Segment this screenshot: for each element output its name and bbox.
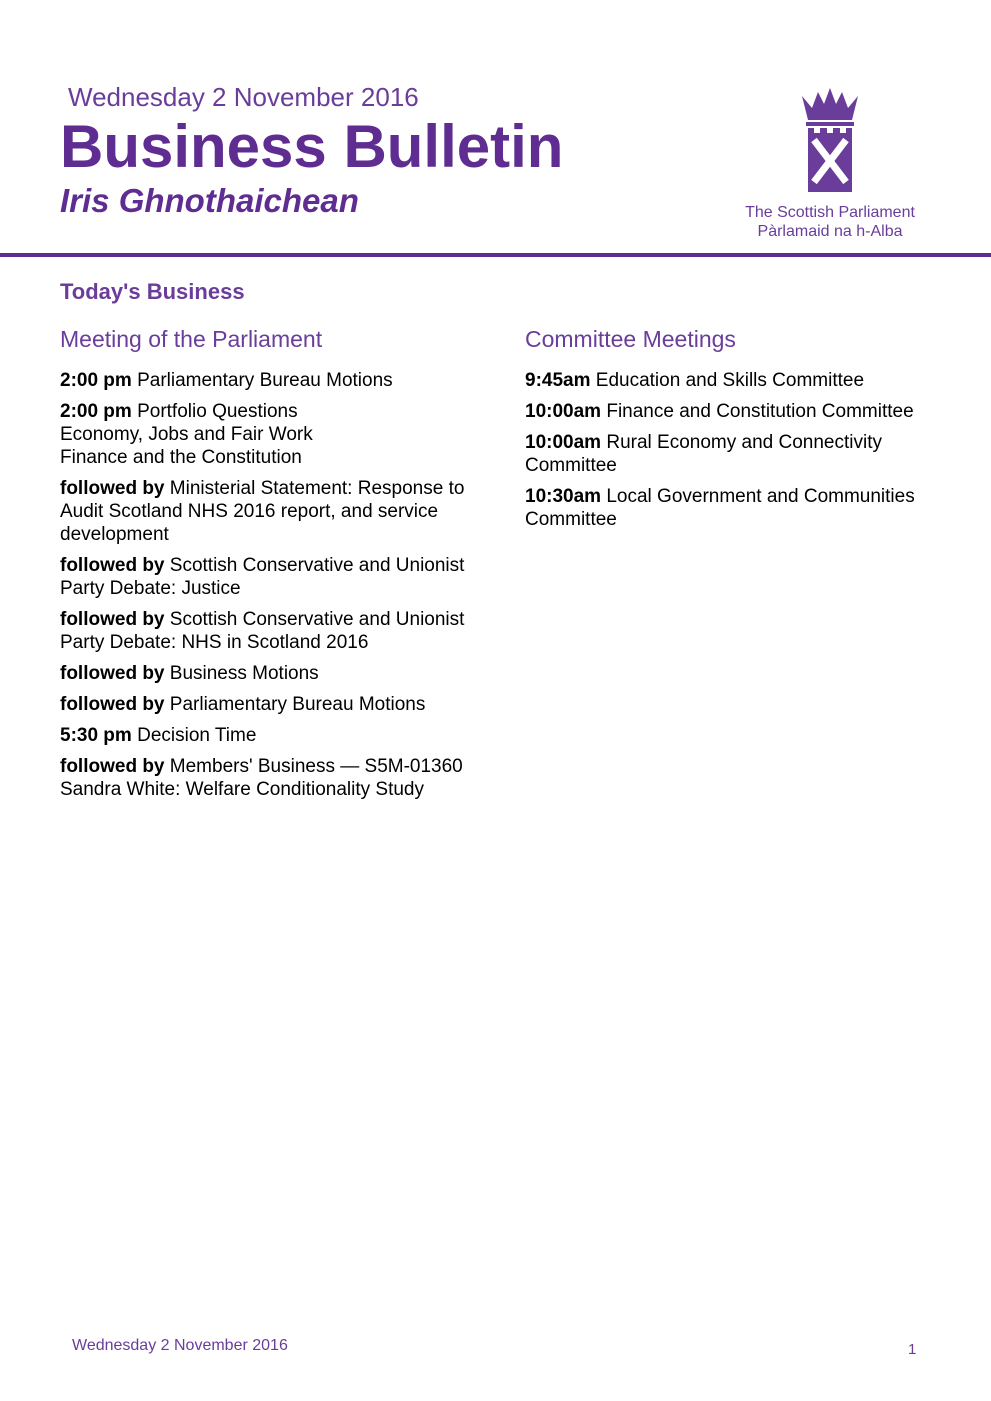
agenda-item [525, 431, 945, 477]
agenda-time: 2:00 pm [60, 370, 132, 391]
agenda-item [60, 369, 480, 392]
committee-column [525, 325, 945, 539]
header-date: Wednesday 2 November 2016 [68, 82, 419, 112]
agenda-time: followed by [60, 756, 165, 777]
parliament-heading: Meeting of the Parliament [60, 326, 323, 352]
agenda-time: 10:00am [525, 401, 602, 422]
agenda-text: Local Government and Communities Committee [525, 486, 915, 530]
footer-date: Wednesday 2 November 2016 [72, 1337, 288, 1354]
agenda-text: Parliamentary Bureau Motions [131, 370, 393, 391]
page-subtitle: Iris Ghnothaichean [60, 182, 359, 219]
agenda-item [60, 608, 480, 654]
agenda-text: Members' Business — S5M-01360 Sandra White: Welfare Conditionality Study [60, 756, 463, 800]
agenda-text: Finance and Constitution Committee [601, 401, 914, 422]
logo-text-gd: Pàrlamaid na h-Alba [757, 223, 903, 240]
agenda-time: followed by [60, 478, 165, 499]
logo-text-en: The Scottish Parliament [745, 204, 915, 221]
crown-banner-icon [798, 86, 862, 198]
agenda-text: Education and Skills Committee [590, 370, 865, 391]
agenda-item [60, 554, 480, 600]
agenda-item [525, 485, 945, 531]
agenda-item [60, 724, 480, 747]
agenda-time: 10:00am [525, 432, 602, 453]
agenda-time: followed by [60, 694, 165, 715]
agenda-time: 2:00 pm [60, 401, 132, 422]
agenda-item [60, 477, 480, 546]
agenda-time: 10:30am [525, 486, 602, 507]
agenda-text: Business Motions [164, 663, 319, 684]
section-title: Today's Business [60, 279, 245, 304]
agenda-time: followed by [60, 609, 165, 630]
agenda-text: Decision Time [131, 725, 257, 746]
agenda-time: followed by [60, 663, 165, 684]
agenda-item [60, 400, 480, 469]
agenda-item [60, 693, 480, 716]
committee-heading: Committee Meetings [525, 326, 736, 352]
agenda-text: Portfolio Questions Economy, Jobs and Fair Work Finance and the Constitution [60, 401, 313, 468]
page-title: Business Bulletin [60, 113, 564, 180]
agenda-item [525, 400, 945, 423]
agenda-text: Scottish Conservative and Unionist Party Debate: NHS in Scotland 2016 [60, 609, 465, 653]
scottish-parliament-logo [740, 86, 920, 241]
parliament-column [60, 325, 480, 809]
agenda-item [60, 755, 480, 801]
page-number: 1 [908, 1341, 917, 1358]
agenda-text: Parliamentary Bureau Motions [164, 694, 426, 715]
agenda-time: 5:30 pm [60, 725, 132, 746]
agenda-item [60, 662, 480, 685]
header-divider [0, 253, 991, 257]
agenda-item [525, 369, 945, 392]
agenda-text: Ministerial Statement: Response to Audit Scotland NHS 2016 report, and service development [60, 478, 465, 545]
agenda-time: 9:45am [525, 370, 591, 391]
agenda-text: Rural Economy and Connectivity Committee [525, 432, 882, 476]
agenda-time: followed by [60, 555, 165, 576]
agenda-text: Scottish Conservative and Unionist Party Debate: Justice [60, 555, 465, 599]
